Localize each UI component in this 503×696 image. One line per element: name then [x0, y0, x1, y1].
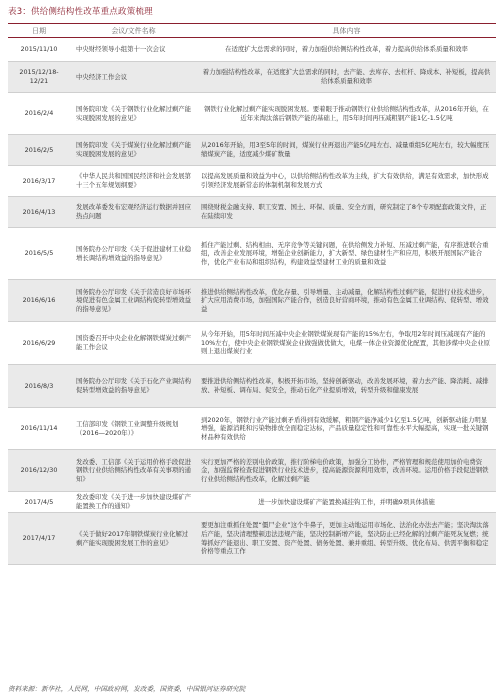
table-row — [8, 365, 496, 408]
source-text: 新华社，人民网，中国政府网，发改委，国资委，中国银河证券研究院 — [40, 685, 246, 693]
row-date: 2016/6/29 — [8, 322, 70, 365]
row-document: 发改委、工信部《关于运用价格手段促进钢铁行业供给侧结构性改革有关事项的通知》 — [70, 450, 197, 492]
row-date: 2016/2/5 — [8, 135, 70, 166]
table-row — [8, 93, 496, 135]
row-document: 国务院印发《关于钢铁行业化解过剩产能实现脱困发展的意见》 — [70, 93, 197, 135]
row-content: 钢铁行业化解过剩产能实现脱困发展。要着眼于推动钢铁行业供给侧结构性改革，从2016年开始，在近年来淘汰落后钢铁产能的基础上，用5年时间再压减粗钢产能1亿-1.5亿吨 — [197, 93, 496, 135]
row-content: 从今年开始，用5年时间压减中央企业钢铁煤炭现有产能的15%左右，争取用2年时间压减现有产能的10%左右，使中央企业钢铁煤炭企业做强做优做大，电煤一体企业资源优化配置，其他涉煤中央企业原则上退出煤炭行业 — [197, 322, 496, 365]
row-content: 从2016年开始，用3至5年的时间，煤炭行业再退出产能5亿吨左右、减量重组5亿吨左右，较大幅度压缩煤炭产能，适度减少煤矿数量 — [197, 135, 496, 166]
header-document: 会议/文件名称 — [70, 24, 197, 38]
row-date: 2016/5/5 — [8, 228, 70, 280]
row-date: 2016/4/13 — [8, 197, 70, 228]
table-row — [8, 408, 496, 450]
table-row — [8, 280, 496, 322]
row-document: 国资委召开中央企业化解钢铁煤炭过剩产能工作会议 — [70, 322, 197, 365]
row-document: 中央经济工作会议 — [70, 62, 197, 93]
row-document: 《中华人民共和国国民经济和社会发展第十三个五年规划纲要》 — [70, 166, 197, 197]
table-row — [8, 450, 496, 492]
table-row — [8, 166, 496, 197]
table-row — [8, 135, 496, 166]
row-content: 要推进供给侧结构性改革，积极开拓市场，坚持创新驱动，改善发展环境，着力去产能、降消耗、减排放、补短板、调布局、促安全，推动石化产业提质增效，转型升级和健康发展 — [197, 365, 496, 408]
row-date: 2016/3/17 — [8, 166, 70, 197]
row-document: 发改委印发《关于进一步加快建设煤矿产能置换工作的通知》 — [70, 492, 197, 513]
row-document: 国务院办公厅印发《关于石化产业调结构促转型增效益的指导意见》 — [70, 365, 197, 408]
row-date: 2016/6/16 — [8, 280, 70, 322]
row-content: 进一步加快建设煤矿产能置换减挂钩工作，并明确9项具体措施 — [197, 492, 496, 513]
row-document: 《关于做好2017年钢铁煤炭行业化解过剩产能实现脱困发展工作的意见》 — [70, 513, 197, 565]
row-date: 2015/11/10 — [8, 38, 70, 62]
row-content: 在适度扩大总需求的同时，着力加强供给侧结构性改革，着力提高供给体系质量和效率 — [197, 38, 496, 62]
row-date: 2016/11/14 — [8, 408, 70, 450]
row-document: 中央财经领导小组第十一次会议 — [70, 38, 197, 62]
row-content: 抓住产能过剩、结构相由、无序竞争等关键问题，在供给侧发力补短、压减过剩产能，有序推进联合重组，改善企业发展环境，增强企业创新能力，扩大新型、绿色建材生产和应用，积极开展国际产能合作，优化产业布局和组织结构，构建效益型建材工业的质量和效益 — [197, 228, 496, 280]
row-date: 2016/12/30 — [8, 450, 70, 492]
table-row — [8, 322, 496, 365]
row-content: 以提高发展质量和效益为中心，以供给侧结构性改革为主线，扩大有效供给，满足有效需求，加快形成引领经济发展新常态的体制机制和发展方式 — [197, 166, 496, 197]
table-row — [8, 62, 496, 93]
row-content: 着力加强结构性改革，在适度扩大总需求的同时，去产能、去库存、去杠杆、降成本、补短板，提高供给体系质量和效率 — [197, 62, 496, 93]
row-date: 2015/12/18-12/21 — [8, 62, 70, 93]
source-note — [8, 683, 245, 693]
row-date: 2017/4/5 — [8, 492, 70, 513]
source-label: 资料来源： — [8, 685, 41, 693]
row-document: 发展改革委发布宏观经济运行数据并回应热点问题 — [70, 197, 197, 228]
row-document: 国务院印发《关于煤炭行业化解过剩产能实现脱困发展的意见》 — [70, 135, 197, 166]
header-date: 日期 — [8, 24, 70, 38]
row-content: 到2020年，钢铁行业产能过剩矛盾得到有效缓解，粗钢产能净减少1亿至1.5亿吨，创新驱动能力明显增强，能源消耗和污染物排放全面稳定达标，产品质量稳定性和可靠性水平大幅提高，实现一批关键钢材品种有效供给 — [197, 408, 496, 450]
row-date: 2016/8/3 — [8, 365, 70, 408]
table-row — [8, 197, 496, 228]
row-document: 工信部印发《钢铁工业调整升级规划（2016—2020年）》 — [70, 408, 197, 450]
table-row — [8, 228, 496, 280]
row-document: 国务院办公厅印发《关于营造良好市场环境促进有色金属工业调结构促转型增效益的指导意见》 — [70, 280, 197, 322]
row-date: 2017/4/17 — [8, 513, 70, 565]
table-row — [8, 38, 496, 62]
row-content: 要更加注重抓住处置“僵尸企业”这个牛鼻子，更加主动地运用市场化、法治化办法去产能；坚决淘汰落后产能，坚决清理整顿违法违规产能，坚决控制新增产能，坚决防止已经化解的过剩产能死灰复燃；统筹抓好产能退出、职工安置、资产处置、债务处置、兼并重组、转型升级、优化布局、供需平衡和稳定价格等重点工作 — [197, 513, 496, 565]
table-row — [8, 513, 496, 565]
row-content: 实行更加严格的差别电价政策，推行阶梯电价政策，加强分工协作，严格管理和规范使用加价电费资金，加强监督检查促进钢铁行业技术进步，提高能源资源利用效率，改善环境。运用价格手段促进钢铁行业供给侧结构性改革，化解过剩产能 — [197, 450, 496, 492]
policy-table — [8, 23, 496, 565]
row-content: 围绕财税金融支持、职工安置、国土、环保、质量、安全方面，研究制定了8个专项配套政策文件，正在陆续印发 — [197, 197, 496, 228]
row-content: 推进供给侧结构性改革，优化存量、引导增量、主动减量，化解结构性过剩产能，促进行业技术进步，扩大应用消费市场，加强国际产能合作，创造良好营商环境，推动有色金属工业调结构、促转型、增效益 — [197, 280, 496, 322]
header-content: 具体内容 — [197, 24, 496, 38]
table-caption: 表3：供给侧结构性改革重点政策梳理 — [8, 7, 153, 17]
table-row — [8, 492, 496, 513]
row-date: 2016/2/4 — [8, 93, 70, 135]
row-document: 国务院办公厅印发《关于促进建材工业稳增长调结构增效益的指导意见》 — [70, 228, 197, 280]
table-header-row — [8, 24, 496, 38]
